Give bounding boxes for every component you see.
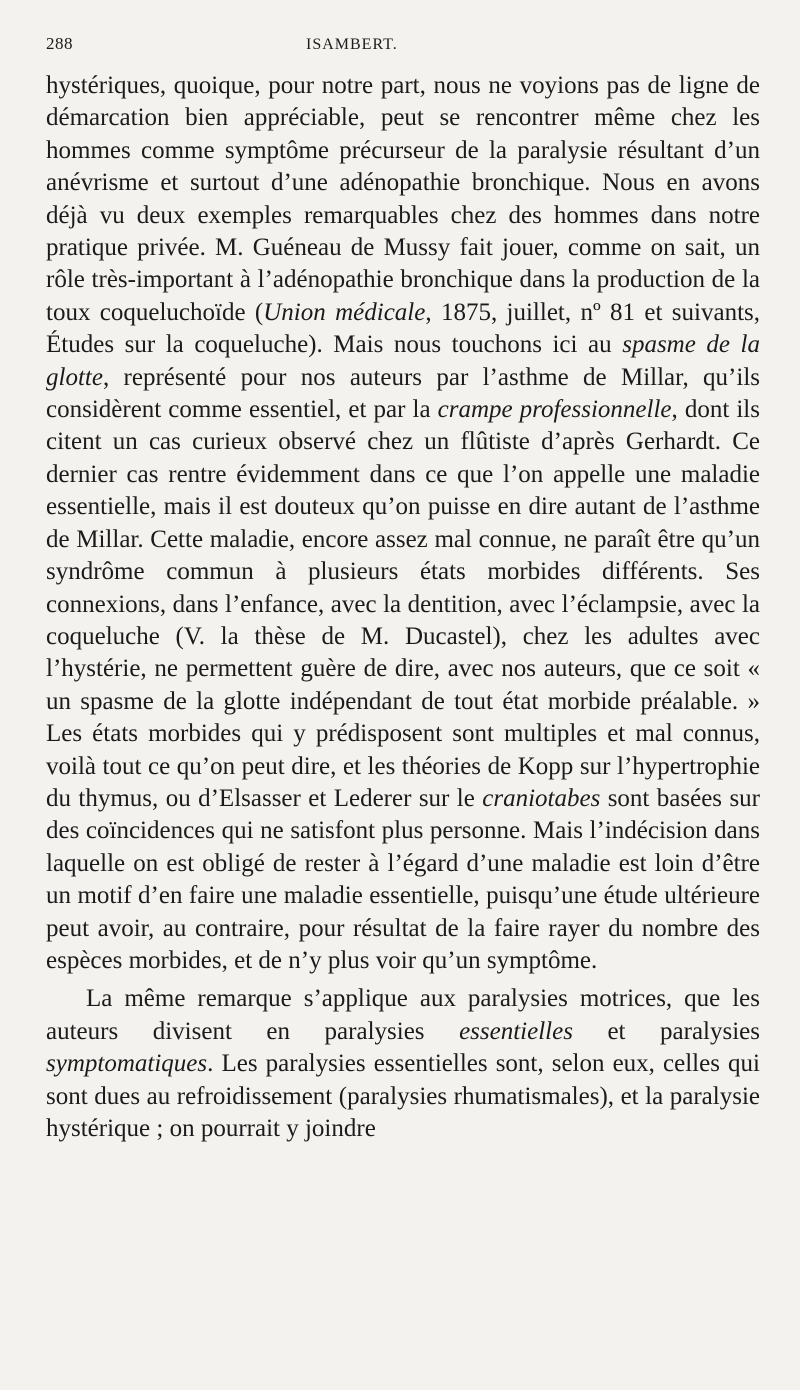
paragraph (46, 983, 760, 1145)
italic-text: Union médicale (263, 298, 426, 326)
text-run: sont basées sur des coïncidences qui ne satisfont plus personne. Mais l’indécision dans laquelle on est obligé de rester à l’égard d’une maladie est loin d’être un motif d’en faire une maladie essentielle, puisqu’une étude ultérieure peut avoir, au contraire, pour résultat de la faire rayer du nombre des espèces morbides, et de n’y plus voir qu’un symptôme. (46, 784, 760, 974)
running-head: ISAMBERT. (306, 36, 398, 53)
text-run: , dont ils citent un cas curieux observé chez un flûtiste d’après Gerhardt. Ce dernier cas rentre évidemment dans ce que l’on appelle une maladie essentielle, mais il est douteux qu’on puisse en dire autant de l’asthme de Millar. Cette maladie, encore assez mal connue, ne paraît être qu’un syndrôme commun à plusieurs états morbides différents. Ses connexions, dans l’enfance, avec la dentition, avec l’éclampsie, avec la coqueluche (V. la thèse de M. Ducastel), chez les adultes avec l’hystérie, ne permettent guère de dire, avec nos auteurs, que ce soit « un spasme de la glotte indépendant de tout état morbide préalable. » Les états morbides qui y prédisposent sont multiples et mal connus, voilà tout ce qu’on peut dire, et les théories de Kopp sur l’hypertrophie du thymus, ou d’Elsasser et Lederer sur le (46, 396, 760, 812)
text-run: , 1875, juillet, nº 81 et suivants, Études sur la coqueluche). Mais nous touchons ici au (46, 298, 760, 359)
paragraph (46, 70, 760, 977)
italic-text: crampe professionnelle (437, 396, 672, 424)
body-text (46, 70, 760, 1145)
italic-text: essentielles (459, 1017, 573, 1045)
page-header (46, 34, 760, 70)
text-run: hystériques, quoique, pour notre part, nous ne voyions pas de ligne de démarcation bien appréciable, peut se rencontrer même chez les hommes comme symptôme précurseur de la paralysie résultant d’un anévrisme et surtout d’une adénopathie bronchique. Nous en avons déjà vu deux exemples remarquables chez des hommes dans notre pratique privée. M. Guéneau de Mussy fait jouer, comme on sait, un rôle très-important à l’adénopathie bronchique dans la production de la toux coqueluchoïde ( (46, 72, 760, 326)
text-run: La même remarque s’applique aux paralysies motrices, que les auteurs divisent en paralysies (46, 985, 760, 1045)
italic-text: spasme de la glotte (46, 331, 760, 391)
italic-text: symptomatiques (46, 1050, 208, 1078)
text-run: et paralysies (572, 1017, 760, 1045)
text-run: , représenté pour nos auteurs par l’asthme de Millar, qu’ils considèrent comme essentiel, et par la (46, 363, 760, 424)
italic-text: craniotabes (482, 784, 601, 812)
page-number: 288 (46, 34, 73, 53)
text-run: . Les paralysies essentielles sont, selon eux, celles qui sont dues au refroidissement (paralysies rhumatismales), et la paralysie hystérique ; on pourrait y joindre (46, 1050, 760, 1142)
